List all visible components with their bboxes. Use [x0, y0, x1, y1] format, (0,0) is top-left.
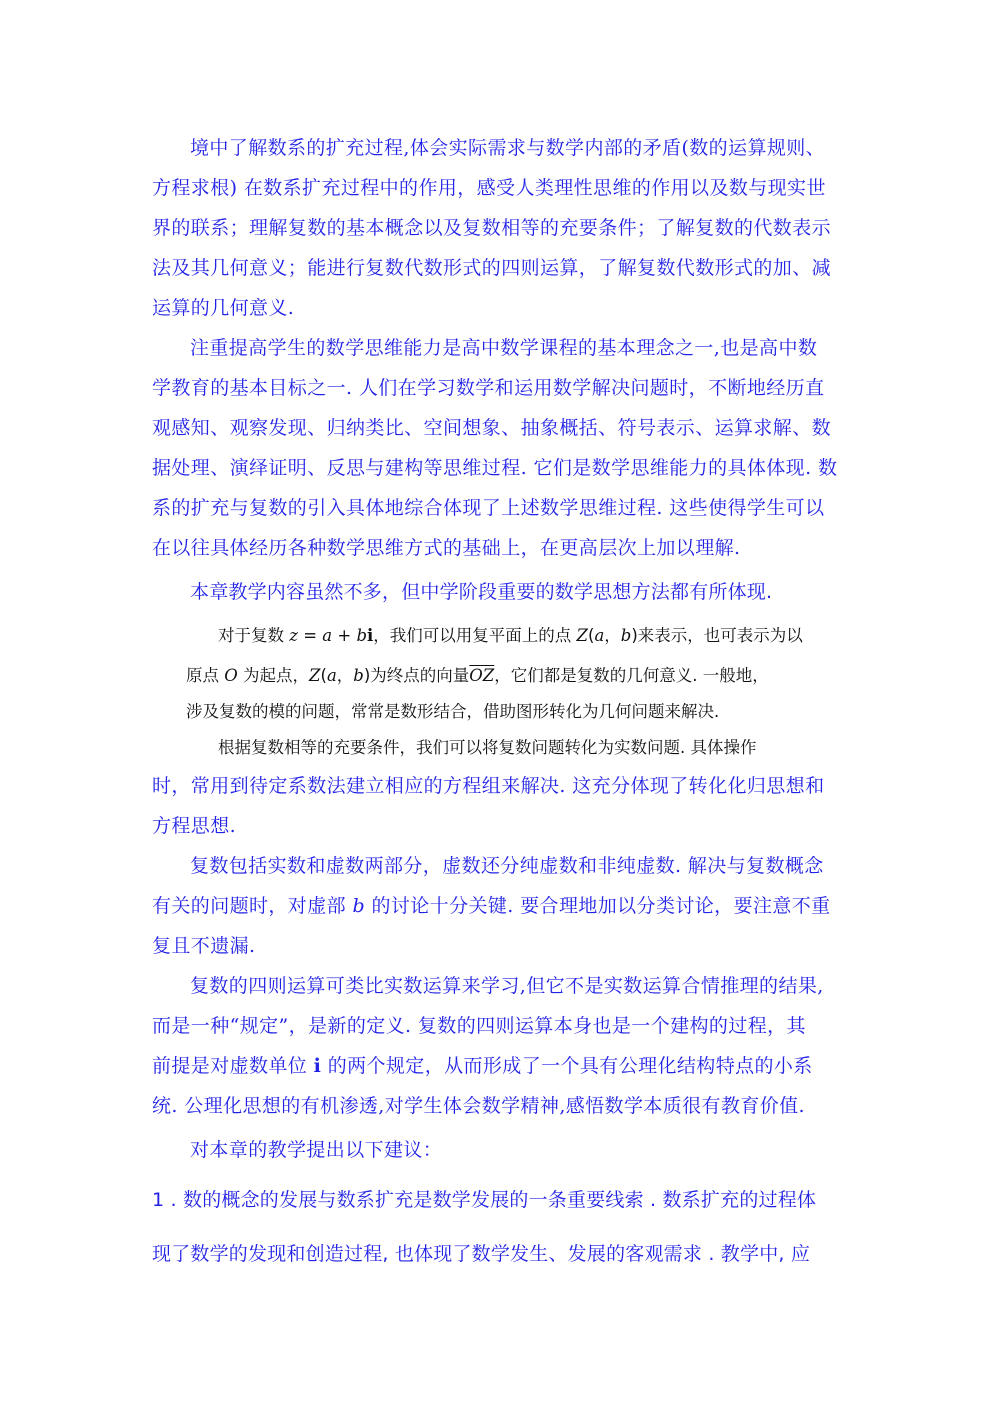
paragraph-8-line-1: 对本章的教学提出以下建议：	[190, 1139, 443, 1161]
paragraph-2-line-1: 注重提高学生的数学思维能力是高中数学课程的基本理念之一,也是高中数	[190, 337, 818, 359]
math-a: a	[594, 626, 605, 645]
paragraph-3-line-1: 本章教学内容虽然不多，但中学阶段重要的数学思想方法都有所体现.	[190, 581, 773, 603]
paragraph-6-line-3: 复且不遗漏.	[152, 935, 256, 957]
paragraph-5-line-2: 时，常用到待定系数法建立相应的方程组来解决. 这充分体现了转化化归思想和	[152, 775, 825, 797]
paragraph-1-line-2: 方程求根) 在数系扩充过程中的作用，感受人类理性思维的作用以及数与现实世	[152, 177, 826, 199]
text-span: +	[332, 626, 357, 645]
paragraph-2-line-4: 据处理、演绎证明、反思与建构等思维过程. 它们是数学思维能力的具体体现. 数	[152, 457, 838, 479]
math-Z: Z	[576, 626, 589, 645]
text-span: ，我们可以用复平面上的点	[373, 626, 577, 645]
paragraph-2-line-2: 学教育的基本目标之一. 人们在学习数学和运用数学解决问题时，不断地经历直	[152, 377, 825, 399]
vector-OZ: $\overline{OZ}$	[469, 666, 495, 685]
text-span: 的两个规定，从而形成了一个具有公理化结构特点的小系	[321, 1055, 813, 1077]
paragraph-1-line-5: 运算的几何意义.	[152, 297, 295, 319]
paragraph-7-line-2: 而是一种“规定”，是新的定义. 复数的四则运算本身也是一个建构的过程，其	[152, 1015, 806, 1037]
text-span: 为起点，	[237, 666, 310, 685]
paragraph-6-line-1: 复数包括实数和虚数两部分，虚数还分纯虚数和非纯虚数. 解决与复数概念	[190, 855, 824, 877]
paragraph-2-line-3: 观感知、观察发现、归纳类比、空间想象、抽象概括、符号表示、运算求解、数	[152, 417, 832, 439]
math-b: b	[356, 626, 368, 645]
paragraph-1-line-3: 界的联系；理解复数的基本概念以及复数相等的充要条件；了解复数的代数表示	[152, 217, 832, 239]
paragraph-2-line-6: 在以往具体经历各种数学思维方式的基础上，在更高层次上加以理解.	[152, 537, 741, 559]
text-span: )为终点的向量	[363, 666, 470, 685]
paragraph-2-line-5: 系的扩充与复数的引入具体地综合体现了上述数学思维过程. 这些使得学生可以	[152, 497, 825, 519]
math-b: b	[352, 895, 366, 917]
math-b: b	[620, 626, 632, 645]
paragraph-1-line-1: 境中了解数系的扩充过程,体会实际需求与数学内部的矛盾(数的运算规则、	[190, 137, 826, 159]
math-i: i	[367, 626, 374, 645]
text-span: ，	[604, 626, 621, 645]
math-z: z	[289, 626, 298, 645]
math-a: a	[322, 626, 333, 645]
math-a: a	[326, 666, 337, 685]
paragraph-4-line-3: 涉及复数的模的问题，常常是数形结合，借助图形转化为几何问题来解决.	[186, 702, 720, 721]
text-span: (	[588, 626, 595, 645]
text-span: 前提是对虚数单位	[152, 1055, 314, 1077]
text-span: (	[320, 666, 327, 685]
paragraph-9-line-2: 现了数学的发现和创造过程, 也体现了数学发生、发展的客观需求 . 教学中, 应	[152, 1243, 811, 1265]
paragraph-1-line-4: 法及其几何意义；能进行复数代数形式的四则运算，了解复数代数形式的加、减	[152, 257, 832, 279]
text-span: =	[297, 626, 323, 645]
text-span: ，它们都是复数的几何意义. 一般地，	[494, 666, 769, 685]
paragraph-5-line-1: 根据复数相等的充要条件，我们可以将复数问题转化为实数问题. 具体操作	[218, 738, 757, 757]
paragraph-6-line-2	[152, 894, 831, 918]
paragraph-7-line-4: 统. 公理化思想的有机渗透,对学生体会数学精神,感悟数学本质很有教育价值.	[152, 1095, 805, 1117]
math-i: i	[313, 1055, 322, 1077]
math-Z: Z	[309, 666, 321, 685]
math-O: O	[224, 666, 238, 685]
paragraph-4-line-1	[218, 624, 803, 648]
text-span: ，	[336, 666, 354, 685]
text-span: 对于复数	[218, 626, 290, 645]
text-span: 原点	[186, 666, 225, 685]
text-span: )来表示，也可表示为以	[631, 626, 803, 645]
paragraph-4-line-2	[186, 664, 769, 688]
paragraph-9-line-1: 1 . 数的概念的发展与数系扩充是数学发展的一条重要线索 . 数系扩充的过程体	[152, 1189, 817, 1211]
text-span: 有关的问题时，对虚部	[152, 895, 353, 917]
paragraph-5-line-3: 方程思想.	[152, 815, 237, 837]
math-b: b	[353, 666, 364, 685]
paragraph-7-line-1: 复数的四则运算可类比实数运算来学习,但它不是实数运算合情推理的结果,	[190, 975, 824, 997]
paragraph-7-line-3	[152, 1054, 813, 1078]
text-span: 的讨论十分关键. 要合理地加以分类讨论，要注意不重	[365, 895, 831, 917]
